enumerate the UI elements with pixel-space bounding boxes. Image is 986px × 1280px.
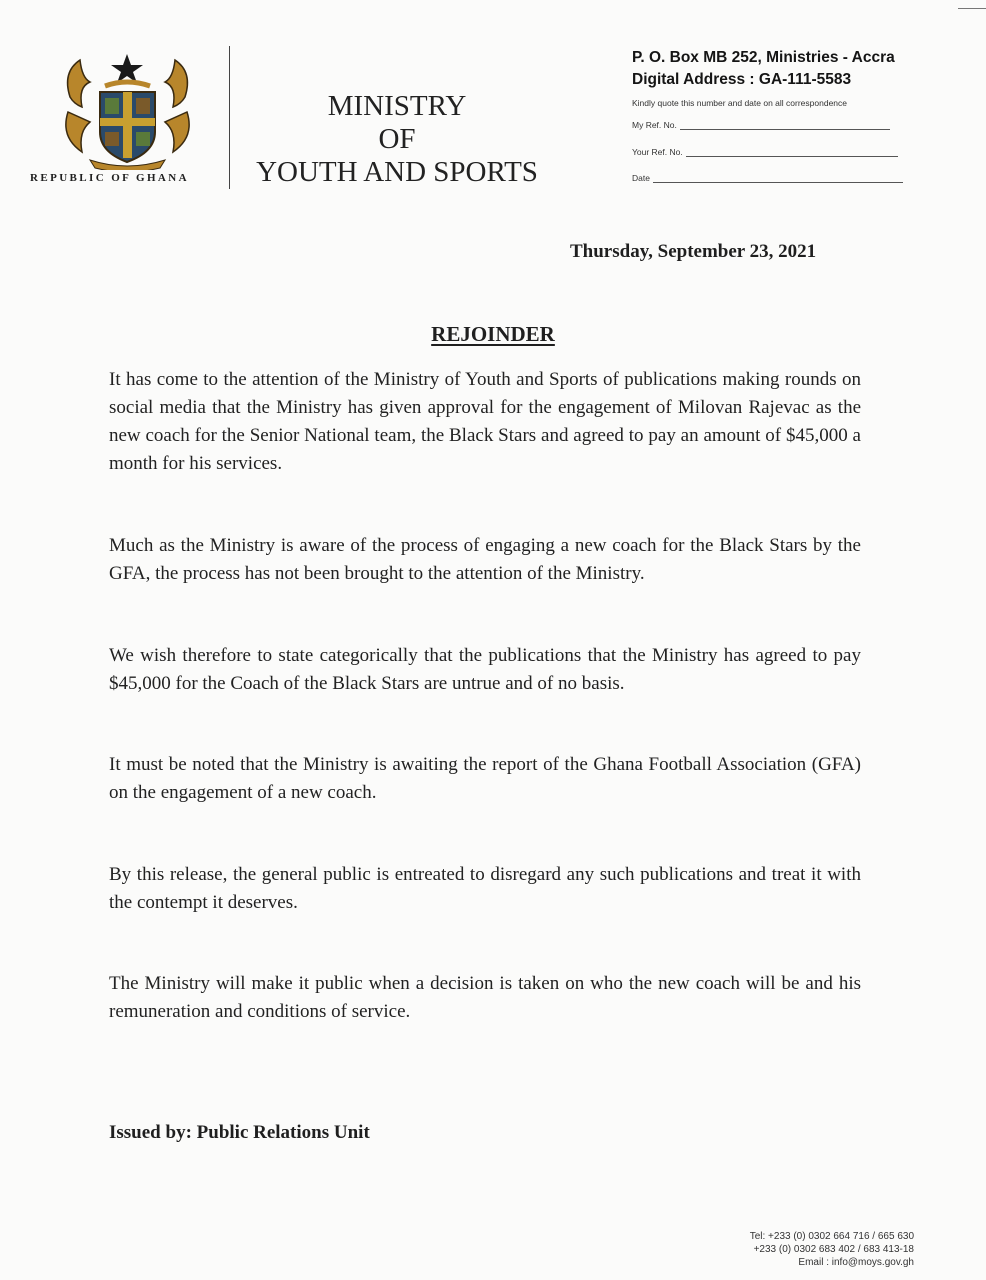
your-ref-label: Your Ref. No. [632, 147, 683, 157]
letterhead-divider [229, 46, 230, 189]
my-ref-line [680, 120, 890, 130]
my-ref-row [632, 120, 890, 130]
paragraph-5: By this release, the general public is entreated to disregard any such publications and treat it with the contempt it deserves. [109, 864, 861, 913]
footer-email: Email : info@moys.gov.gh [798, 1257, 914, 1268]
address-line-2: Digital Address : GA-111-5583 [632, 71, 852, 88]
date-ref-row [632, 173, 903, 183]
document-title [0, 322, 986, 347]
republic-of-ghana-label: REPUBLIC OF GHANA [30, 172, 189, 184]
footer-contact [750, 1230, 914, 1269]
paragraph-6: The Ministry will make it public when a decision is taken on who the new coach will be and his remuneration and conditions of service. [109, 973, 861, 1022]
address-line-1: P. O. Box MB 252, Ministries - Accra [632, 49, 895, 66]
rejoinder-heading: REJOINDER [431, 322, 555, 346]
paragraph-1: It has come to the attention of the Ministry of Youth and Sports of publications making rounds on social media that the Ministry has given approval for the engagement of Milovan Rajevac as the new coach for the Senior National team, the Black Stars and agreed to pay an amount of $45,000 a month for his services. [109, 369, 861, 474]
ministry-line-3: YOUTH AND SPORTS [256, 156, 538, 188]
date-ref-label: Date [632, 173, 650, 183]
document-date: Thursday, September 23, 2021 [570, 241, 817, 262]
issued-by: Issued by: Public Relations Unit [109, 1122, 370, 1143]
my-ref-label: My Ref. No. [632, 120, 677, 130]
ministry-name [232, 90, 562, 189]
ghana-coat-of-arms-logo [60, 52, 195, 170]
date-ref-line [653, 173, 903, 183]
scan-edge-mark [958, 8, 986, 9]
your-ref-line [686, 147, 898, 157]
ministry-line-1: MINISTRY [327, 90, 467, 122]
your-ref-row [632, 147, 898, 157]
postal-address [632, 47, 895, 91]
paragraph-3: We wish therefore to state categorically that the publications that the Ministry has agreed to pay $45,000 for the Coach of the Black Stars are untrue and of no basis. [109, 645, 861, 694]
footer-tel-2: +233 (0) 0302 683 402 / 683 413-18 [753, 1244, 914, 1255]
paragraph-4: It must be noted that the Ministry is awaiting the report of the Ghana Football Association (GFA) on the engagement of a new coach. [109, 754, 861, 803]
paragraph-2: Much as the Ministry is aware of the process of engaging a new coach for the Black Stars by the GFA, the process has not been brought to the attention of the Ministry. [109, 535, 861, 584]
kindly-quote-note: Kindly quote this number and date on all correspondence [632, 98, 848, 108]
footer-tel-1: Tel: +233 (0) 0302 664 716 / 665 630 [749, 1231, 914, 1242]
ministry-line-2: OF [378, 123, 416, 155]
